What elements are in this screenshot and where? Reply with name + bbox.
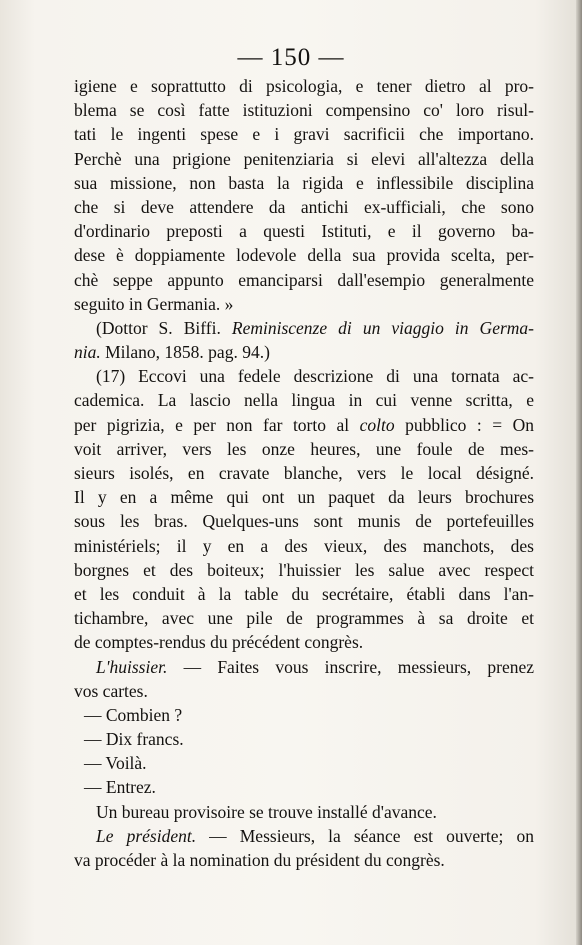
- text-line: dese è doppiamente lodevole della sua provida scelta, per-: [74, 245, 534, 266]
- footnote-line: (17) Eccovi una fedele descrizione di una tornata ac-: [96, 366, 534, 387]
- text-line: tati le ingenti spese e i gravi sacrificii che importano.: [74, 124, 534, 145]
- text-line: Il y en a même qui ont un paquet da leurs brochures: [74, 487, 534, 508]
- dialogue-line: — Dix francs.: [84, 729, 184, 750]
- page-number: — 150 —: [237, 44, 345, 71]
- text-line: cademica. La lascio nella lingua in cui venne scritta, e: [74, 390, 534, 411]
- page-body-text: [74, 74, 534, 872]
- text-line: d'ordinario preposti a questi Istituti, e il governo ba-: [74, 221, 534, 242]
- dialogue-line: [74, 824, 534, 848]
- text-line: Un bureau provisoire se trouve installé d'avance.: [96, 801, 437, 822]
- text-line: [74, 413, 534, 437]
- text-line: de comptes-rendus du précédent congrès.: [74, 632, 364, 653]
- text-line: ministériels; il y en a des vieux, des manchots, des: [74, 535, 534, 556]
- text-span: pubblico : = On: [394, 414, 534, 435]
- citation-author: (Dottor S. Biffi.: [96, 317, 232, 338]
- text-line: vos cartes.: [74, 680, 148, 701]
- dialogue-line: — Combien ?: [84, 704, 183, 725]
- citation-title-end: nia.: [74, 342, 101, 363]
- text-line: Perchè una prigione penitenziaria si elevi all'altezza della: [74, 148, 534, 169]
- text-line: sieurs isolés, en cravate blanche, vers le local désigné.: [74, 463, 534, 483]
- citation-details: Milano, 1858. pag. 94.): [100, 342, 270, 363]
- text-line: tichambre, avec une pile de programmes à sa droite et: [74, 608, 534, 629]
- text-line: et les conduit à la table du secrétaire, établi dans l'an-: [74, 583, 534, 604]
- citation-line: [74, 340, 534, 364]
- text-line: seguito in Germania. »: [74, 293, 234, 314]
- text-line: va procéder à la nomination du président du congrès.: [74, 850, 445, 870]
- speech-text: — Messieurs, la séance est ouverte; on: [196, 825, 534, 846]
- text-line: voit arriver, vers les onze heures, une foule de mes-: [74, 438, 534, 459]
- text-line: borgnes et des boiteux; l'huissier les salue avec respect: [74, 559, 534, 580]
- speech-text: — Faites vous inscrire, messieurs, prenez: [167, 656, 534, 677]
- speaker-name: Le président.: [96, 825, 197, 846]
- page-edge-shadow: [576, 0, 582, 945]
- citation-title: Reminiscenze di un viaggio in Germa-: [231, 317, 534, 338]
- speaker-name: L'huissier.: [96, 656, 168, 677]
- citation-line: [74, 316, 534, 340]
- italic-word: colto: [359, 414, 395, 435]
- text-line: igiene e soprattutto di psicologia, e tener dietro al pro-: [74, 76, 534, 96]
- dialogue-line: — Entrez.: [84, 777, 156, 798]
- text-line: blema se così fatte istituzioni compensino co' loro risul-: [74, 100, 534, 121]
- text-line: sua missione, non basta la rigida e inflessibile disciplina: [74, 172, 534, 193]
- text-line: che si deve attendere da antichi ex-ufficiali, che sono: [74, 196, 534, 217]
- text-line: chè seppe appunto emanciparsi dall'esempio generalmente: [74, 269, 534, 290]
- dialogue-line: [74, 655, 534, 679]
- text-line: sous les bras. Quelques-uns sont munis de portefeuilles: [74, 511, 534, 532]
- text-span: per pigrizia, e per non far torto al: [74, 414, 360, 435]
- dialogue-line: — Voilà.: [84, 753, 147, 774]
